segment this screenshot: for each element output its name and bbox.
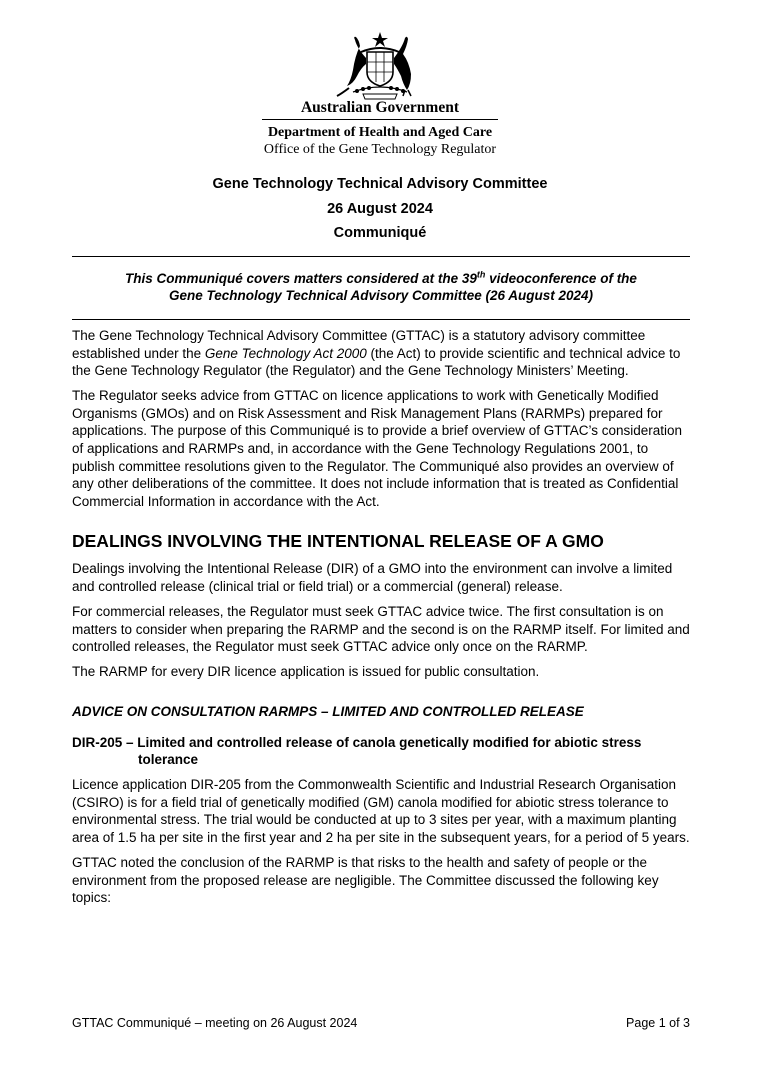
act-title: Gene Technology Act 2000 (204, 345, 367, 361)
subsection-heading: ADVICE ON CONSULTATION RARMPS – LIMITED AND CONTROLLED RELEASE (72, 704, 584, 719)
document-date: 26 August 2024 (327, 201, 433, 217)
top-divider (72, 256, 690, 257)
document-type: Communiqué (333, 225, 427, 241)
office-name: Office of the Gene Technology Regulator (263, 142, 497, 157)
section-heading: DEALINGS INVOLVING THE INTENTIONAL RELEASE OF A GMO (72, 531, 604, 552)
committee-title: Gene Technology Technical Advisory Committee (212, 176, 548, 192)
document-body (72, 327, 690, 914)
intro-line1-text: This Communiqué covers matters considered at the 39 (125, 271, 477, 286)
footer-document-title: GTTAC Communiqué – meeting on 26 August 2024 (72, 1016, 358, 1030)
letterhead-divider (262, 119, 498, 120)
paragraph-text: (the Act) to provide scientific and technical advice to the Gene Technology Regulator (the Regulator) and the Gene Technology Ministers’ Meeting. (72, 345, 681, 379)
intro-statement (72, 270, 690, 304)
page-number: Page 1 of 3 (626, 1016, 690, 1030)
dir-205-application-paragraph: Licence application DIR-205 from the Commonwealth Scientific and Industrial Research Organisation (CSIRO) is for a field trial of genetically modified (GM) canola modified for abiotic stress tolerance to environmental stress. The trial would be conducted at up to 3 sites per year, with a maximum planting area of 1.5 ha per site in the first year and 2 ha per site in the subsequent years, for a period of 5 years. (72, 777, 690, 846)
dir-205-conclusion-paragraph: GTTAC noted the conclusion of the RARMP is that risks to the health and safety of people or the environment from the proposed release are negligible. The Committee discussed the following key topics: (72, 855, 659, 906)
intro-line2-text: Gene Technology Technical Advisory Committee (26 August 2024) (168, 288, 594, 303)
paragraph-text: The Gene Technology Technical Advisory Committee (GTTAC) is a statutory advisory committee established under the (72, 328, 646, 361)
dir-205-heading: DIR-205 – Limited and controlled release of canola genetically modified for abiotic stress tolerance (72, 734, 642, 768)
page-footer (72, 1016, 690, 1030)
gttac-description-paragraph (72, 327, 690, 380)
intro-line1-rest: videoconference of the (485, 271, 637, 286)
coat-of-arms-logo (333, 30, 427, 100)
dir-definition-paragraph: Dealings involving the Intentional Release (DIR) of a GMO into the environment can involve a limited and controlled release (clinical trial or field trial) or a commercial (general) release. (72, 561, 673, 595)
department-name: Department of Health and Aged Care (267, 125, 493, 140)
government-name: Australian Government (300, 99, 459, 116)
intro-superscript: th (476, 269, 486, 280)
bottom-divider (72, 319, 690, 320)
regulator-advice-paragraph: The Regulator seeks advice from GTTAC on licence applications to work with Genetically Modified Organisms (GMOs) and on Risk Assessment and Risk Management Plans (RARMPs) prepared for applications. The purpose of this Communiqué is to provide a brief overview of GTTAC’s consideration of applications and RARMPs and, in accordance with the Gene Technology Regulations 2001, to publish committee resolutions given to the Regulator. The Communiqué also provides an overview of any other deliberations of the committee. It does not include information that is treated as Confidential Commercial Information in accordance with the Act. (72, 388, 683, 509)
commercial-release-paragraph: For commercial releases, the Regulator must seek GTTAC advice twice. The first consultation is on matters to consider when preparing the RARMP and the second is on the RARMP itself. For limited and controlled releases, the Regulator must seek GTTAC advice only once on the RARMP. (72, 604, 690, 655)
public-consultation-paragraph: The RARMP for every DIR licence application is issued for public consultation. (72, 664, 540, 680)
